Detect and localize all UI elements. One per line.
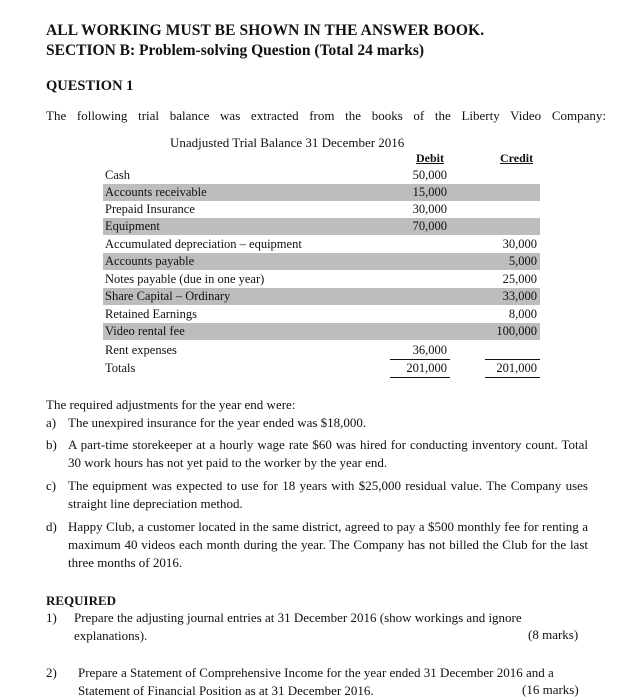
debit-value: 15,000: [412, 185, 447, 199]
required-item: [46, 609, 586, 645]
item-label: a): [46, 415, 57, 430]
credit-total: 201,000: [496, 361, 537, 375]
credit-value: 5,000: [508, 254, 537, 268]
account-name: Equipment: [105, 219, 160, 233]
table-row: [103, 167, 540, 184]
credit-value: 33,000: [502, 289, 537, 303]
account-name: Retained Earnings: [105, 307, 197, 321]
item-label: d): [46, 519, 57, 534]
debit-column-header: Debit: [416, 151, 444, 165]
credit-value: 30,000: [502, 237, 537, 251]
instruction-heading: ALL WORKING MUST BE SHOWN IN THE ANSWER BOOK.: [46, 22, 485, 39]
table-row: [103, 306, 540, 323]
question-title: QUESTION 1: [46, 78, 134, 94]
item-text: Prepare a Statement of Comprehensive Income for the year ended 31 December 2016 and a Statement of Financial Position as at 31 December 2016.: [78, 665, 554, 698]
account-name: Rent expenses: [105, 343, 177, 357]
account-name: Accounts payable: [105, 254, 195, 268]
debit-value: 70,000: [412, 219, 447, 233]
account-name: Accumulated depreciation – equipment: [105, 237, 302, 251]
debit-value: 36,000: [412, 343, 447, 357]
table-row-totals: [103, 360, 540, 377]
required-item: [46, 664, 586, 700]
adjustment-item: [46, 477, 586, 513]
section-heading: SECTION B: Problem-solving Question (Total 24 marks): [46, 42, 425, 59]
adjustment-item: [46, 436, 586, 472]
table-row: [103, 236, 540, 253]
item-text: A part-time storekeeper at a hourly wage rate $60 was hired for conducting inventory count. Total 30 work hours has not yet paid to the worker by the year end.: [68, 437, 588, 470]
debit-value: 30,000: [412, 202, 447, 216]
credit-column-header: Credit: [500, 151, 534, 165]
debit-total-underline: [390, 377, 450, 378]
item-text: The equipment was expected to use for 18 years with $25,000 residual value. The Company uses straight line depreciation method.: [68, 478, 588, 511]
required-heading: REQUIRED: [46, 593, 117, 608]
adjustment-item: [46, 518, 586, 572]
item-text: The unexpired insurance for the year ended was $18,000.: [68, 415, 367, 430]
marks-label: (16 marks): [522, 682, 579, 697]
table-row: [103, 288, 540, 305]
account-name: Cash: [105, 168, 130, 182]
question-intro: The following trial balance was extracted from the books of the Liberty Video Company:: [46, 108, 606, 123]
account-name: Totals: [105, 361, 136, 375]
item-text: Happy Club, a customer located in the same district, agreed to pay a $500 monthly fee for renting a maximum 40 videos each month during the year. The Company has not billed the Club for the last three months of 2016.: [68, 519, 588, 570]
account-name: Share Capital – Ordinary: [105, 289, 231, 303]
table-row: [103, 271, 540, 288]
item-label: 2): [46, 665, 57, 680]
table-row: [103, 253, 540, 270]
account-name: Video rental fee: [105, 324, 185, 338]
marks-label: (8 marks): [528, 627, 579, 642]
credit-value: 100,000: [496, 324, 537, 338]
credit-total-underline: [485, 377, 540, 378]
item-label: c): [46, 478, 57, 493]
table-row: [103, 218, 540, 235]
table-row: [103, 201, 540, 218]
account-name: Accounts receivable: [105, 185, 207, 199]
adjustments-intro: The required adjustments for the year end were:: [46, 397, 296, 412]
table-row: [103, 342, 540, 359]
item-text: Prepare the adjusting journal entries at 31 December 2016 (show workings and ignore explanations).: [74, 610, 522, 643]
item-label: b): [46, 437, 57, 452]
item-label: 1): [46, 610, 57, 625]
adjustment-item: [46, 414, 586, 432]
credit-value: 8,000: [508, 307, 537, 321]
account-name: Prepaid Insurance: [105, 202, 195, 216]
table-row: [103, 184, 540, 201]
credit-value: 25,000: [502, 272, 537, 286]
trial-balance-title: Unadjusted Trial Balance 31 December 2016: [170, 135, 405, 150]
debit-value: 50,000: [412, 168, 447, 182]
debit-total: 201,000: [406, 361, 447, 375]
account-name: Notes payable (due in one year): [105, 272, 265, 286]
table-row: [103, 323, 540, 340]
